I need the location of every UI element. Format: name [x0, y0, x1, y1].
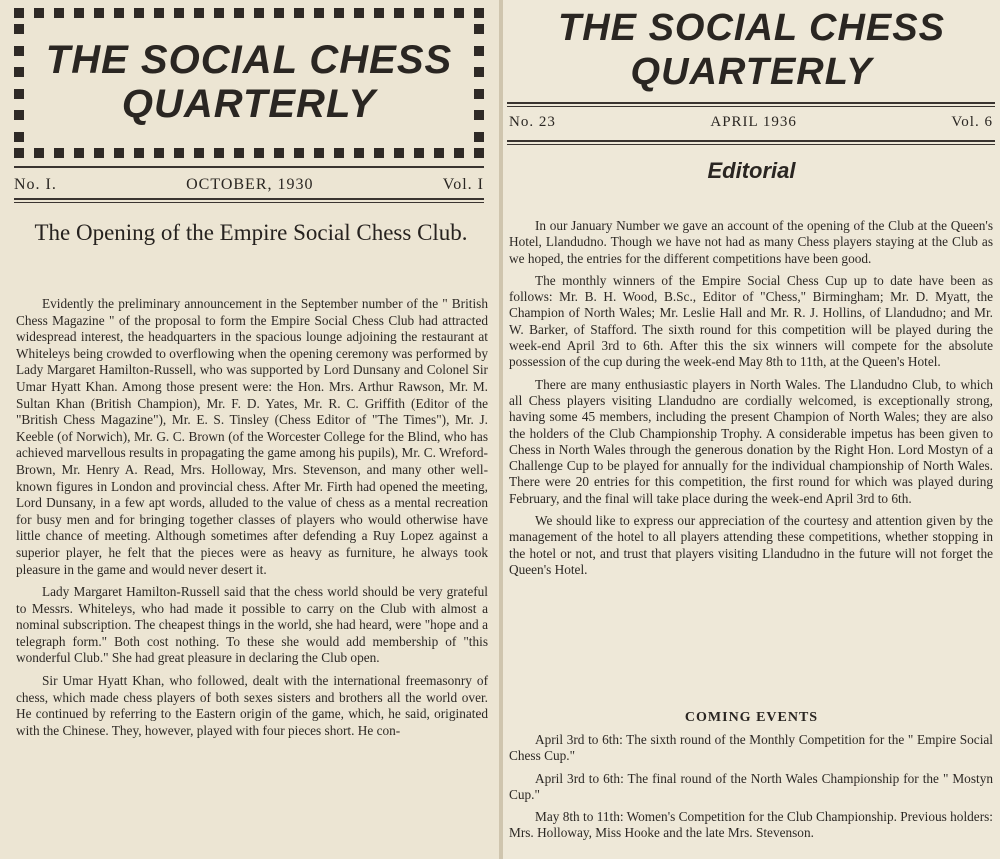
masthead-title-line1: THE SOCIAL CHESS	[558, 7, 945, 49]
issue-date: OCTOBER, 1930	[186, 176, 314, 193]
article-paragraph-1: Evidently the preliminary announcement in the September number of the " British Chess Magazine " of the proposal to form the Empire Social Chess Club had attracted widespread interest, the headquarters in the spacious lounge adjoining the restaurant at Whiteleys being crowded to overflowing when the opening ceremony was performed by Lady Margaret Hamilton-Russell, who was supported by Lord Dunsany and Colonel Sir Umar Hyatt Khan. Among those present were: the Hon. Mrs. Arthur Rawson, Mr. M. Sultan Khan (British Champion), Mr. F. D. Yates, Mr. R. C. Griffith (Editor of the "British Chess Magazine"), Mr. E. S. Tinsley (Chess Editor of "The Times"), Mr. J. Keeble (of Norwich), Mr. G. C. Brown (of the Worcester College for the Blind, who has achieved marvellous results in propagating the game among his pupils), Mr. C. Wreford-Brown, Mr. Henry A. Read, Mrs. Holloway, Mrs. Stevenson, and many other well-known figures in London and provincial chess. After Mr. Firth had opened the meeting, Lord Dunsany, in a few apt words, alluded to the value of chess as a mental recreation for busy men and for bringing together classes of players who would otherwise have little chance of meeting. Although sometimes after defending a Ruy Lopez against a superior player, he felt that the pieces were as heavy as furniture, he always took pleasure in the game and would never desert it.	[16, 296, 488, 577]
border-square	[194, 148, 204, 158]
border-square	[394, 148, 404, 158]
border-square	[474, 67, 484, 77]
article-heading: The Opening of the Empire Social Chess Club.	[34, 220, 468, 245]
masthead-title	[503, 6, 1000, 94]
masthead-title-line2: QUARTERLY	[121, 82, 377, 126]
issue-volume: Vol. I	[442, 176, 484, 193]
border-square	[214, 8, 224, 18]
border-square	[14, 67, 24, 77]
border-square	[374, 148, 384, 158]
rule-top	[507, 102, 995, 104]
coming-events-heading: COMING EVENTS	[684, 710, 819, 725]
article-body	[16, 296, 488, 745]
border-square	[474, 46, 484, 56]
border-square	[94, 148, 104, 158]
border-square	[254, 8, 264, 18]
masthead-title-line1: THE SOCIAL CHESS	[45, 38, 453, 82]
border-square	[354, 148, 364, 158]
decorative-border-left	[14, 24, 24, 142]
border-square	[14, 46, 24, 56]
issue-number: No. 23	[509, 114, 556, 130]
border-square	[14, 24, 24, 34]
border-square	[74, 8, 84, 18]
rule-bottom-thin	[14, 202, 484, 203]
event-item-3: May 8th to 11th: Women's Competition for the Club Championship. Previous holders: Mrs. Holloway, Miss Hooke and the late Mrs. Stevenson.	[509, 809, 993, 841]
border-square	[434, 148, 444, 158]
border-square	[14, 132, 24, 142]
border-square	[174, 148, 184, 158]
rule-bottom-thin	[507, 144, 995, 145]
border-square	[474, 8, 484, 18]
issue-info-bar	[509, 114, 993, 131]
border-square	[474, 148, 484, 158]
border-square	[374, 8, 384, 18]
border-square	[14, 89, 24, 99]
border-square	[294, 148, 304, 158]
border-square	[54, 8, 64, 18]
border-square	[154, 148, 164, 158]
event-item-1: April 3rd to 6th: The sixth round of the Monthly Competition for the " Empire Social Chess Cup."	[509, 732, 993, 764]
issue-volume: Vol. 6	[951, 114, 993, 130]
border-square	[434, 8, 444, 18]
rule-top	[14, 166, 484, 168]
border-square	[314, 8, 324, 18]
border-square	[14, 8, 24, 18]
issue-info-bar	[14, 176, 484, 194]
editorial-heading: Editorial	[707, 158, 796, 183]
border-square	[134, 8, 144, 18]
border-square	[474, 110, 484, 120]
border-square	[174, 8, 184, 18]
masthead-title	[34, 38, 464, 126]
border-square	[234, 8, 244, 18]
border-square	[354, 8, 364, 18]
border-square	[334, 8, 344, 18]
issue-date: APRIL 1936	[710, 114, 797, 130]
border-square	[394, 8, 404, 18]
border-square	[154, 8, 164, 18]
border-square	[54, 148, 64, 158]
right-page	[503, 0, 1000, 859]
border-square	[414, 8, 424, 18]
article-paragraph-2: Lady Margaret Hamilton-Russell said that the chess world should be very grateful to Messrs. Whiteleys, who had made it possible to carry on the Club with almost a nominal subscription. The cheapest things in the world, she had heard, were "hope and a telegraph form." Both cost nothing. To these she would add membership of "this wonderful Club." She had great pleasure in declaring the Club open.	[16, 584, 488, 666]
editorial-paragraph-3: There are many enthusiastic players in North Wales. The Llandudno Club, to which all Chess players visiting Llandudno are cordially welcomed, is exceptionally strong, having some 45 members, including the present Champion of North Wales; they are also the holders of the Club Championship Trophy. A considerable impetus has been given to Chess in North Wales through the generous donation by the Right Hon. Lord Mostyn of a Challenge Cup to be played for annually for the individual championship of North Wales. There were 20 entries for this competition, the first round for which was played during February, and the final will take place during the week-end April 3rd to 6th.	[509, 376, 993, 506]
border-square	[474, 24, 484, 34]
masthead-box	[14, 8, 484, 158]
border-square	[254, 148, 264, 158]
issue-number: No. I.	[14, 176, 57, 193]
border-square	[474, 132, 484, 142]
border-square	[454, 8, 464, 18]
editorial-body	[509, 218, 993, 584]
editorial-paragraph-4: We should like to express our appreciation of the courtesy and attention given by the management of the hotel to all players attending these competitions, whether stopping in the hotel or not, and trust that players visiting Llandudno in the future will not forget the Queen's Hotel.	[509, 513, 993, 577]
article-paragraph-3: Sir Umar Hyatt Khan, who followed, dealt with the international freemasonry of chess, which made chess players of both sexes sisters and brothers all the world over. He continued by referring to the Eastern origin of the game, which, he said, originated with the Chinese. They, however, played with four pieces short. He con-	[16, 673, 488, 738]
rule-top-thin	[507, 106, 995, 107]
editorial-paragraph-2: The monthly winners of the Empire Social Chess Cup up to date have been as follows: Mr. B. H. Wood, B.Sc., Editor of "Chess," Birmingham; Mr. D. Myatt, the Champion of North Wales; Mr. Leslie Hall and Mr. R. J. Hollins, of Llandudno; and Mr. W. Barker, of Stafford. The sixth round for this competition will be played during the week-end April 3rd to 6th. After this the six winners will compete for the absolute possession of the cup during the week-end May 8th to 11th, at the Queen's Hotel.	[509, 272, 993, 370]
rule-bottom	[14, 198, 484, 200]
decorative-border-top	[14, 8, 484, 18]
rule-bottom	[507, 140, 995, 142]
border-square	[274, 148, 284, 158]
border-square	[294, 8, 304, 18]
border-square	[74, 148, 84, 158]
border-square	[34, 148, 44, 158]
border-square	[34, 8, 44, 18]
border-square	[414, 148, 424, 158]
border-square	[94, 8, 104, 18]
decorative-border-bottom	[14, 148, 484, 158]
border-square	[454, 148, 464, 158]
left-page	[0, 0, 499, 859]
coming-events-list	[509, 732, 993, 848]
border-square	[14, 148, 24, 158]
masthead-title-line2: QUARTERLY	[630, 51, 873, 93]
border-square	[214, 148, 224, 158]
border-square	[234, 148, 244, 158]
border-square	[114, 8, 124, 18]
border-square	[474, 89, 484, 99]
event-item-2: April 3rd to 6th: The final round of the North Wales Championship for the " Mostyn Cup."	[509, 770, 993, 802]
border-square	[334, 148, 344, 158]
border-square	[274, 8, 284, 18]
border-square	[134, 148, 144, 158]
border-square	[114, 148, 124, 158]
border-square	[314, 148, 324, 158]
border-square	[194, 8, 204, 18]
border-square	[14, 110, 24, 120]
decorative-border-right	[474, 24, 484, 142]
editorial-paragraph-1: In our January Number we gave an account of the opening of the Club at the Queen's Hotel, Llandudno. Though we have not had as many Chess players staying at the Club as we hoped, the entries for the different competitions have been good.	[509, 218, 993, 266]
